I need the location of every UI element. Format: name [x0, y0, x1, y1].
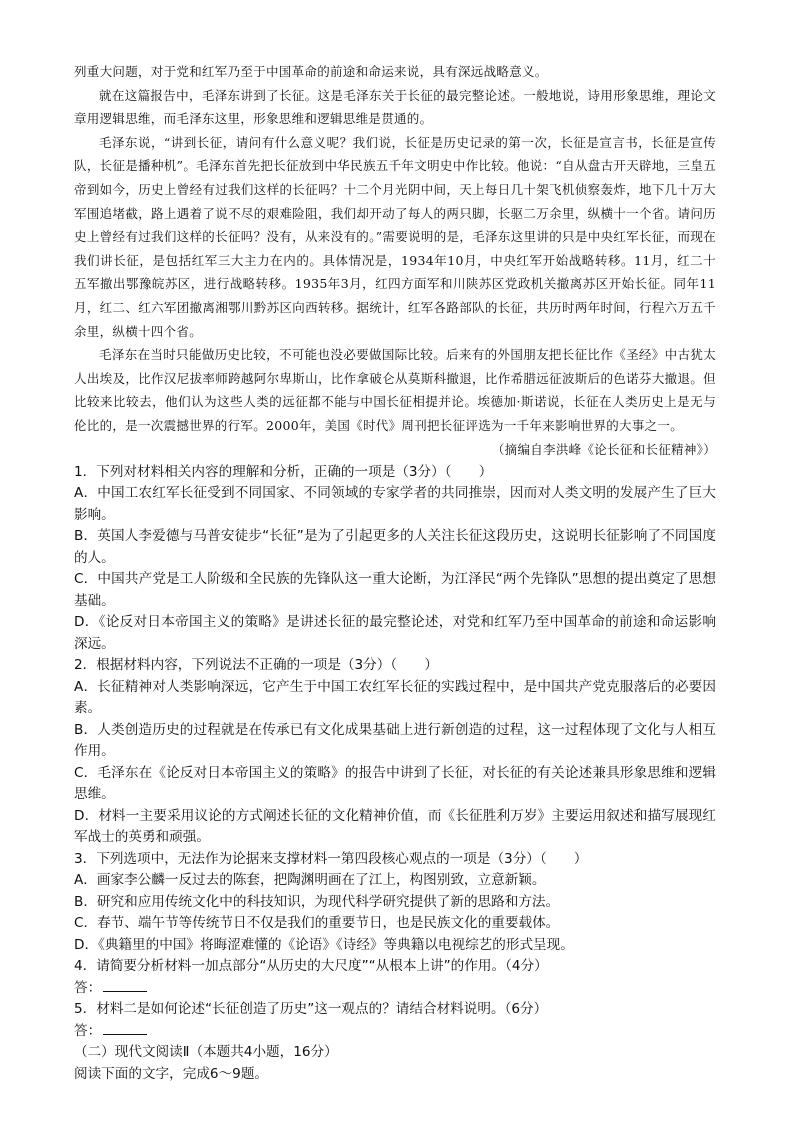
- question-2-option-d: D．材料一主要采用议论的方式阐述长征的文化精神价值，而《长征胜利万岁》主要运用叙述和描写展现红军战士的英勇和顽强。: [74, 807, 716, 845]
- question-3-option-a: A．画家李公麟一反过去的陈套，把陶渊明画在了江上，构图别致，立意新颖。: [74, 872, 546, 888]
- passage-source: （摘编自李洪峰《论长征和长征精神》）: [491, 441, 716, 457]
- section-heading: （二）现代文阅读Ⅱ（本题共4小题，16分）: [74, 1044, 338, 1060]
- question-3-option-b: B．研究和应用传统文化中的科技知识，为现代科学研究提供了新的思路和方法。: [74, 893, 560, 910]
- passage-paragraph: 毛泽东说，“讲到长征，请问有什么意义呢？我们说，长征是历史记录的第一次，长征是宣言书，长征是宣传队，长征是播种机”。毛泽东首先把长征放到中华民族五千年文明史中作比较。他说：“自从盘古开天辟地，三皇五帝到如今，历史上曾经有过我们这样的长征吗？十二个月光阴中间，天上每日几十架飞机侦察轰炸，地下几十万大军围追堵截，路上遇着了说不尽的艰难险阻，我们却开动了每人的两只脚，长驱二万余里，纵横十一个省。请问历史上曾经有过我们这样的长征吗？没有，从来没有的。”需要说明的是，毛泽东这里讲的只是中央红军长征，而现在我们讲长征，是包括红军三大主力在内的。具体情况是，1934年10月，中央红军开始战略转移。11月，红二十五军撤出鄂豫皖苏区，进行战略转移。1935年3月，红四方面军和川陕苏区党政机关撤离苏区开始长征。同年11月，红二、红六军团撤离湘鄂川黔苏区向西转移。据统计，红军各路部队的长征，共历时两年时间，行程六万五千余里，纵横十四个省。: [74, 134, 716, 339]
- question-2: 2．根据材料内容，下列说法不正确的一项是（3分）（ ）: [74, 657, 438, 673]
- passage-paragraph: 就在这篇报告中，毛泽东讲到了长征。这是毛泽东关于长征的最完整论述。一般地说，诗用形象思维，理论文章用逻辑思维，而毛泽东这里，形象思维和逻辑思维是贯通的。: [74, 87, 716, 127]
- question-1-option-d: D．《论反对日本帝国主义的策略》是讲述长征的最完整论述，对党和红军乃至中国革命的前途和命运影响深远。: [74, 614, 716, 652]
- passage-paragraph: 毛泽东在当时只能做历史比较，不可能也没必要做国际比较。后来有的外国朋友把长征比作《圣经》中古犹太人出埃及，比作汉尼拔率师跨越阿尔卑斯山，比作拿破仑从莫斯科撤退，比作希腊远征波斯后的色诺芬大撤退。但比较来比较去，他们认为这些人类的远征都不能与中国长征相提并论。埃德加·斯诺说，长征在人类历史上是无与伦比的，是一次震撼世界的行军。2000年，美国《时代》周刊把长征评选为一千年来影响世界的大事之一。: [74, 347, 716, 433]
- answer-row: [74, 978, 716, 1000]
- question-3-option-d: D．《典籍里的中国》将晦涩难懂的《论语》《诗经》等典籍以电视综艺的形式呈现。: [74, 936, 574, 953]
- answer-row: [74, 1021, 716, 1043]
- question-4: 4．请简要分析材料一加点部分“从历史的大尺度”“从根本上讲”的作用。（4分）: [74, 958, 548, 974]
- answer-blank[interactable]: [103, 978, 147, 992]
- question-2-option-b: B．人类创造历史的过程就是在传承已有文化成果基础上进行新创造的过程，这一过程体现了文化与人相互作用。: [74, 721, 716, 759]
- question-3-option-c: C．春节、端午节等传统节日不仅是我们的重要节日，也是民族文化的重要载体。: [74, 915, 560, 931]
- question-2-option-a: A．长征精神对人类影响深远，它产生于中国工农红军长征的实践过程中，是中国共产党克服落后的必要因素。: [74, 678, 716, 716]
- answer-blank[interactable]: [103, 1021, 147, 1035]
- question-2-option-c: C．毛泽东在《论反对日本帝国主义的策略》的报告中讲到了长征，对长征的有关论述兼具形象思维和逻辑思维。: [74, 764, 716, 802]
- answer-label: 答：: [74, 979, 102, 996]
- section-instruction: 阅读下面的文字，完成6～9题。: [74, 1065, 269, 1082]
- question-1-option-c: C．中国共产党是工人阶级和全民族的先锋队这一重大论断，为江泽民“两个先锋队”思想的提出奠定了思想基础。: [74, 571, 716, 609]
- question-1: 1．下列对材料相关内容的理解和分析，正确的一项是（3分）（ ）: [74, 463, 493, 480]
- question-5: 5．材料二是如何论述“长征创造了历史”这一观点的？请结合材料说明。（6分）: [74, 1001, 548, 1017]
- question-1-option-b: B．英国人李爱德与马普安徒步“长征”是为了引起更多的人关注长征这段历史，这说明长征影响了不同国度的人。: [74, 528, 716, 566]
- question-3: 3．下列选项中，无法作为论据来支撑材料一第四段核心观点的一项是（3分）（ ）: [74, 850, 588, 867]
- question-list: [74, 462, 716, 1086]
- question-1-option-a: A．中国工农红军长征受到不同国家、不同领域的专家学者的共同推崇，因而对人类文明的发展产生了巨大影响。: [74, 485, 716, 523]
- passage-paragraph: 列重大问题，对于党和红军乃至于中国革命的前途和命运来说，具有深远战略意义。: [74, 64, 548, 79]
- answer-label: 答：: [74, 1022, 102, 1039]
- reading-passage: [74, 60, 716, 462]
